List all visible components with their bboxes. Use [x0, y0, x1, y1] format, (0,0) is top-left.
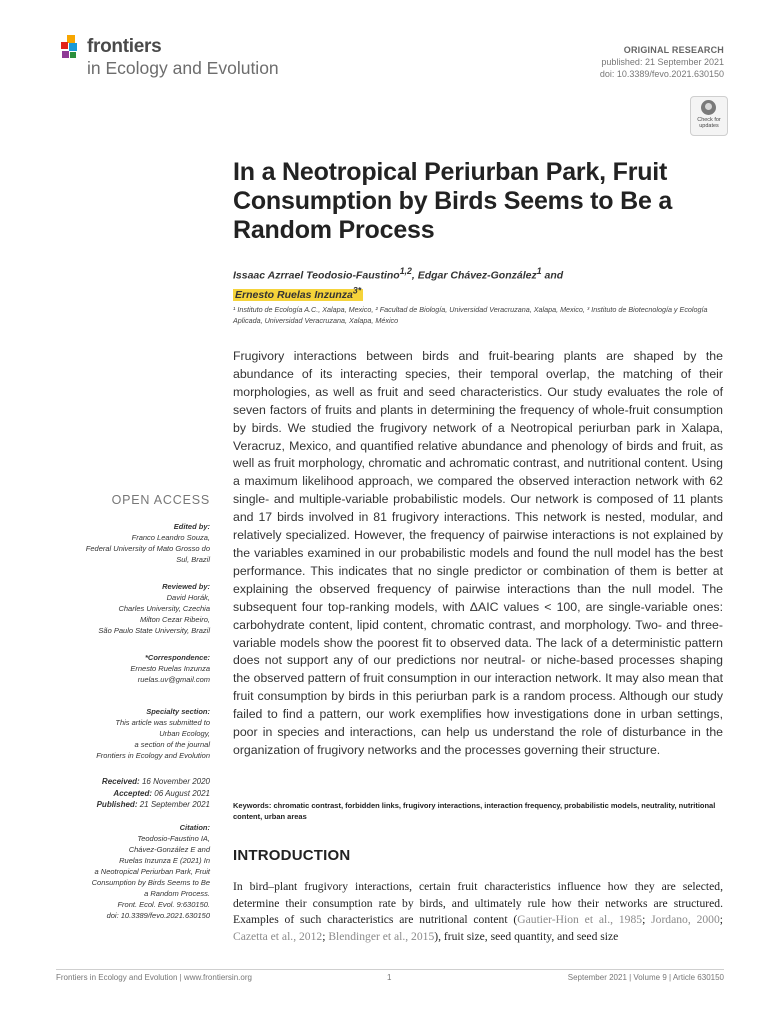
published-date-side: 21 September 2021 [139, 800, 210, 809]
intro-sep: ; [642, 913, 652, 926]
article-meta [600, 44, 724, 80]
specialty-line: Frontiers in Ecology and Evolution [96, 751, 210, 760]
accepted-date: 06 August 2021 [154, 788, 210, 798]
author-link[interactable]: Issaac Azrrael Teodosio-Faustino [233, 269, 400, 282]
footer-issue: September 2021 | Volume 9 | Article 630150 [567, 973, 724, 982]
introduction-paragraph [233, 879, 723, 945]
footer-journal[interactable]: Frontiers in Ecology and Evolution | www.frontiersin.org [56, 973, 252, 982]
reviewer-line: Charles University, Czechia [118, 604, 210, 613]
article-doi[interactable]: doi: 10.3389/fevo.2021.630150 [599, 69, 724, 79]
affiliations: ¹ Instituto de Ecología A.C., Xalapa, Mexico, ² Facultad de Biología, Universidad Veracruzana, Xalapa, Mexico, ³ Instituto de Biotecnología y Ecología Aplicada, Universidad Veracruzana, Xalapa, México [233, 305, 708, 325]
intro-text: In bird–plant frugivory interactions, certain fruit characteristics influence how they are selected, determine their consumption rate by birds, and ultimately rule how their networks are structured. Examples of such characteristics are nutritional content ( [233, 880, 723, 926]
citation-line: Teodosio-Faustino IA, [137, 834, 210, 843]
published-label: Published: [96, 800, 138, 809]
received-date: 16 November 2020 [141, 777, 210, 786]
keywords-label: Keywords: [233, 801, 272, 810]
specialty-label: Specialty section: [146, 707, 210, 716]
editor-line: Federal University of Mato Grosso do [85, 544, 210, 553]
citation-label: Citation: [179, 823, 210, 832]
intro-sep: ; [719, 913, 724, 926]
author-link[interactable]: Edgar Chávez-González [417, 269, 537, 282]
citation-line: Consumption by Birds Seems to Be [91, 878, 210, 887]
citation-block [50, 822, 210, 921]
page-number: 1 [387, 973, 392, 982]
citation-line: a Random Process. [144, 889, 210, 898]
intro-sep: ; [322, 929, 329, 943]
intro-text: ), fruit size, seed quantity, and seed size [434, 929, 619, 943]
edited-by-block [50, 521, 210, 565]
author-list: Issaac Azrrael Teodosio-Faustino$^{1,2}$, Edgar Chávez-González$^1$ and Ernesto Ruelas Inzunza$^{3*}$ [233, 266, 564, 301]
abstract: Frugivory interactions between birds and fruit-bearing plants are shaped by the abundance of its interacting species, their temporal overlap, the matching of their morphologies, as well as fruit and seed characteristics. Our study evaluates the role of seven factors of fruits and plants in determining the frequency of whole-fruit consumption by birds. We studied the frugivory network of a Neotropical periurban park in Xalapa, Veracruz, Mexico, and quantified relative abundance and phenology of birds and fruit, as well as fruit morphology, chromatic and achromatic contrast, and nutritional content. Using a maximum likelihood approach, we compared the observed interaction network with 62 single- and multiple-variable probabilistic models. Our network is composed of 11 plants and 17 birds involved in 81 frugivory interactions. This network is nested, modular, and relatively specialized. However, the frequency of pairwise interactions is not explained by the variables examined in our probabilistic models and found the null model has the best performance. This indicates that no single predictor or combination of them is better at explaining the observed frequency of pairwise interactions than the null model. The subsequent four top-ranking models, with ΔAIC values < 100, are single-variable ones: carbohydrate content, lipid content, chromatic contrast, and morphology. Two- and three-variable models show the poorest fit to observed data. The lack of a deterministic pattern does not support any of our predictions nor neutral- or niche-based processes shaping the observed pattern of fruit consumption in our interaction network. It may also mean that fruit consumption by birds in this periurban park is a random process. Although our study failed to find a pattern, our work exemplifies how investigations done in urban settings, poor in species and interactions, can help us understand the role of disturbance in the organization of frugivory networks and the processes governing their structure. [233, 349, 723, 757]
accepted-label: Accepted: [113, 788, 153, 798]
received-label: Received: [101, 777, 140, 786]
reviewer-line[interactable]: Milton Cezar Ribeiro, [139, 615, 210, 624]
citation-link[interactable]: Blendinger et al., 2015 [328, 929, 435, 943]
corresponding-author-link[interactable]: Ernesto Ruelas Inzunza [235, 289, 353, 301]
author-affil-sup: 1,2 [399, 266, 412, 276]
correspondence-email[interactable]: ruelas.uv@gmail.com [137, 675, 210, 684]
published-date: published: 21 September 2021 [601, 57, 724, 67]
citation-link[interactable]: Gautier-Hion et al., 1985 [517, 913, 643, 926]
section-heading-introduction: INTRODUCTION [233, 847, 351, 864]
logo-word: frontiers [87, 36, 162, 57]
check-updates-icon [701, 100, 716, 115]
journal-name: in Ecology and Evolution [87, 58, 279, 78]
citation-line: Front. Ecol. Evol. 9:630150. [117, 900, 210, 909]
editor-line: Sul, Brazil [176, 555, 210, 564]
author-affil-sup: 1 [536, 266, 542, 276]
specialty-line: a section of the journal [134, 740, 210, 749]
reviewer-line[interactable]: David Horák, [166, 593, 210, 602]
citation-link[interactable]: Jordano, 2000 [651, 913, 720, 926]
keywords-text: chromatic contrast, forbidden links, frugivory interactions, interaction frequency, probabilistic models, neutrality, nutritional content, urban areas [233, 801, 716, 821]
journal-logo[interactable] [60, 34, 290, 84]
citation-link[interactable]: Cazetta et al., 2012 [233, 929, 323, 943]
reviewed-by-label: Reviewed by: [162, 582, 210, 591]
author-and: and [541, 269, 564, 282]
author-affil-sup: 3* [352, 285, 362, 296]
check-for-updates-button[interactable] [690, 96, 728, 136]
open-access-label: OPEN ACCESS [111, 493, 210, 507]
citation-doi[interactable]: doi: 10.3389/fevo.2021.630150 [106, 911, 210, 920]
edited-by-label: Edited by: [173, 522, 210, 531]
correspondence-label: *Correspondence: [144, 653, 210, 662]
keywords [233, 800, 733, 822]
frontiers-logo-icon [60, 34, 86, 60]
citation-line: Ruelas Inzunza E (2021) In [119, 856, 210, 865]
article-type: ORIGINAL RESEARCH [623, 45, 724, 55]
correspondence-block [50, 652, 210, 685]
citation-line: a Neotropical Periurban Park, Fruit [94, 867, 210, 876]
specialty-line: Urban Ecology, [159, 729, 210, 738]
check-updates-label: Check for updates [697, 117, 721, 129]
correspondence-name: Ernesto Ruelas Inzunza [130, 664, 210, 673]
footer-divider [56, 969, 724, 970]
specialty-line: This article was submitted to [115, 718, 210, 727]
specialty-block [50, 706, 210, 761]
reviewer-line: São Paulo State University, Brazil [98, 626, 210, 635]
reviewed-by-block [50, 581, 210, 636]
dates-block [50, 776, 210, 811]
article-title: In a Neotropical Periurban Park, Fruit Consumption by Birds Seems to Be a Random Process [233, 158, 673, 244]
editor-line[interactable]: Franco Leandro Souza, [131, 533, 210, 542]
citation-line: Chávez-González E and [128, 845, 210, 854]
